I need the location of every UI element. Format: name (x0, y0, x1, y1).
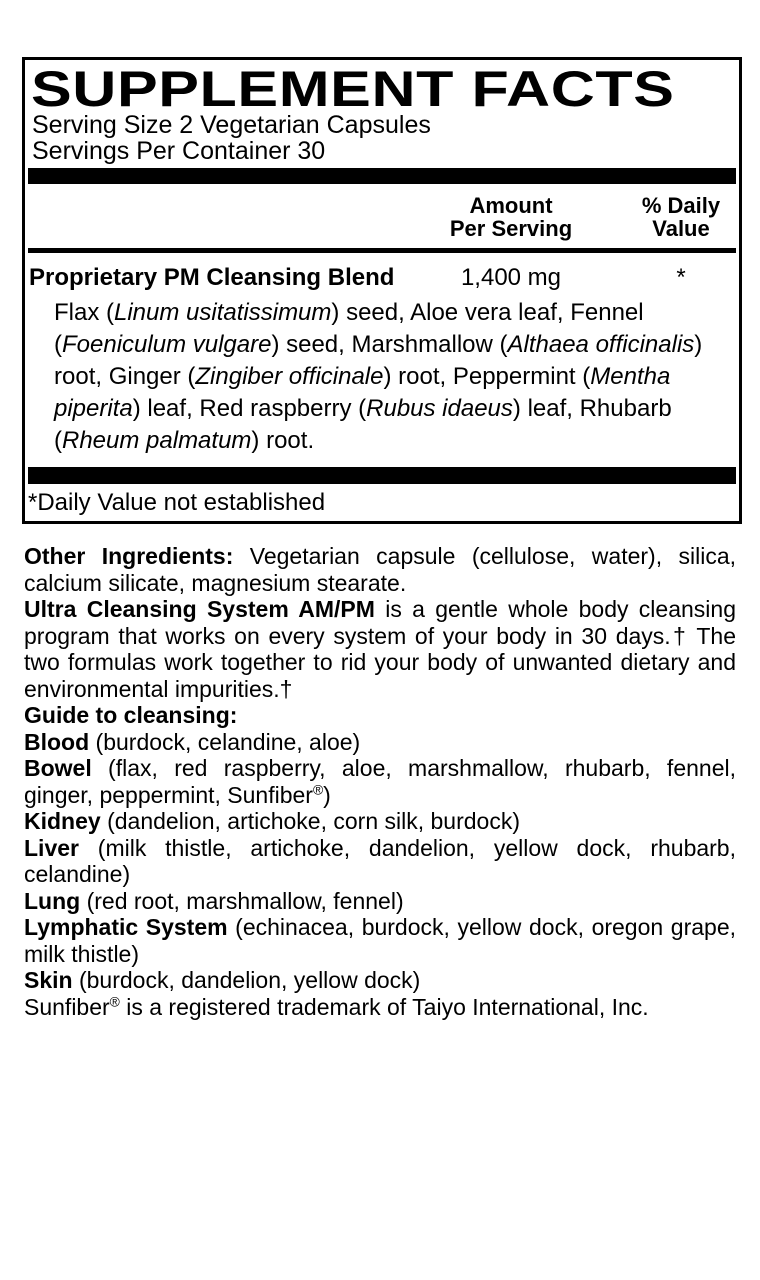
text-segment: (dandelion, artichoke, corn silk, burdock) (100, 808, 520, 834)
text-segment: Flax ( (54, 299, 114, 326)
text-segment: Ultra Cleansing System AM/PM (24, 596, 375, 622)
paragraph-blood (24, 729, 736, 756)
amount-header-line1: Amount (469, 193, 553, 218)
paragraph-liver (24, 835, 736, 888)
text-segment: Foeniculum vulgare (62, 331, 272, 358)
amount-header-line2: Per Serving (449, 216, 573, 241)
text-segment: ) seed, Aloe vera leaf, Fennel ( (54, 299, 644, 358)
text-segment: Mentha piperita (54, 363, 671, 422)
paragraph-sunfiber-trademark (24, 994, 736, 1021)
text-segment: ) (323, 781, 331, 808)
paragraph-skin (24, 967, 736, 994)
daily-value-header-line2: Value (652, 216, 710, 241)
blend-row (28, 253, 736, 291)
daily-value-footnote: *Daily Value not established (28, 489, 326, 516)
divider-bar-bottom (28, 467, 736, 484)
text-segment: Zingiber officinale (195, 363, 384, 390)
text-segment: ) leaf, Rhubarb ( (54, 395, 672, 454)
blend-daily-value: * (676, 264, 686, 291)
column-header-row (28, 184, 736, 248)
paragraph-guide-to-cleansing-heading (24, 702, 736, 729)
text-segment: is a gentle whole body cleansing program that works on every system of your body in 30 days.† The two formulas work together to rid your body of unwanted dietary and environmental impurities.† (24, 596, 736, 702)
column-header-daily-value (626, 194, 736, 240)
paragraph-other-ingredients (24, 543, 736, 596)
text-segment: Vegetarian capsule (cellulose, water), silica, calcium silicate, magnesium stearate. (24, 543, 736, 596)
column-header-amount (436, 194, 586, 240)
info-section (24, 543, 736, 1020)
blend-amount-value: 1,400 mg (460, 264, 562, 291)
blend-ingredients-description (54, 297, 736, 457)
text-segment: Althaea officinalis (507, 331, 695, 358)
text-segment: ® (312, 781, 324, 797)
servings-per-container-text: Servings Per Container 30 (32, 137, 326, 165)
text-segment: (burdock, celandine, aloe) (89, 728, 361, 755)
text-segment: ) root, Peppermint ( (383, 363, 591, 390)
text-segment: (flax, red raspberry, aloe, marshmallow, rhubarb, fennel, ginger, peppermint, Sunfiber (24, 755, 736, 808)
text-segment: (echinacea, burdock, yellow dock, oregon grape, milk thistle) (24, 914, 736, 967)
text-segment: (red root, marshmallow, fennel) (80, 887, 404, 914)
supplement-facts-panel (22, 57, 742, 524)
text-segment: (milk thistle, artichoke, dandelion, yellow dock, rhubarb, celandine) (24, 834, 736, 887)
blend-name: Proprietary PM Cleansing Blend (29, 264, 395, 291)
divider-bar-top (28, 168, 736, 184)
text-segment: (burdock, dandelion, yellow dock) (72, 967, 421, 993)
text-segment: Lymphatic System (24, 914, 228, 940)
paragraph-lymphatic-system (24, 914, 736, 967)
text-segment: Bowel (24, 755, 92, 781)
text-segment: Lung (24, 887, 81, 914)
text-segment: Sunfiber (24, 993, 110, 1020)
text-segment: ) root. (251, 427, 315, 454)
text-segment: Kidney (24, 808, 101, 834)
text-segment: ) leaf, Red raspberry ( (132, 395, 367, 422)
paragraph-bowel (24, 755, 736, 808)
text-segment: Rheum palmatum (62, 427, 252, 454)
text-segment: ) root, Ginger ( (54, 331, 703, 390)
text-segment: is a registered trademark of Taiyo International, Inc. (119, 993, 649, 1020)
panel-title: SUPPLEMENT FACTS (31, 61, 675, 117)
paragraph-ultra-cleansing-system (24, 596, 736, 702)
text-segment: Other Ingredients: (24, 543, 234, 569)
paragraph-kidney (24, 808, 736, 835)
paragraph-lung (24, 888, 736, 915)
text-segment: Skin (24, 967, 73, 993)
text-segment: Rubus idaeus (366, 395, 513, 422)
serving-size-text: Serving Size 2 Vegetarian Capsules (32, 111, 431, 139)
text-segment: Linum usitatissimum (114, 299, 332, 326)
daily-value-header-line1: % Daily (641, 193, 721, 218)
text-segment: Guide to cleansing: (24, 702, 238, 728)
text-segment: Liver (24, 834, 79, 861)
text-segment: ® (109, 993, 120, 1009)
text-segment: ) seed, Marshmallow ( (271, 331, 508, 358)
text-segment: Blood (24, 728, 90, 755)
